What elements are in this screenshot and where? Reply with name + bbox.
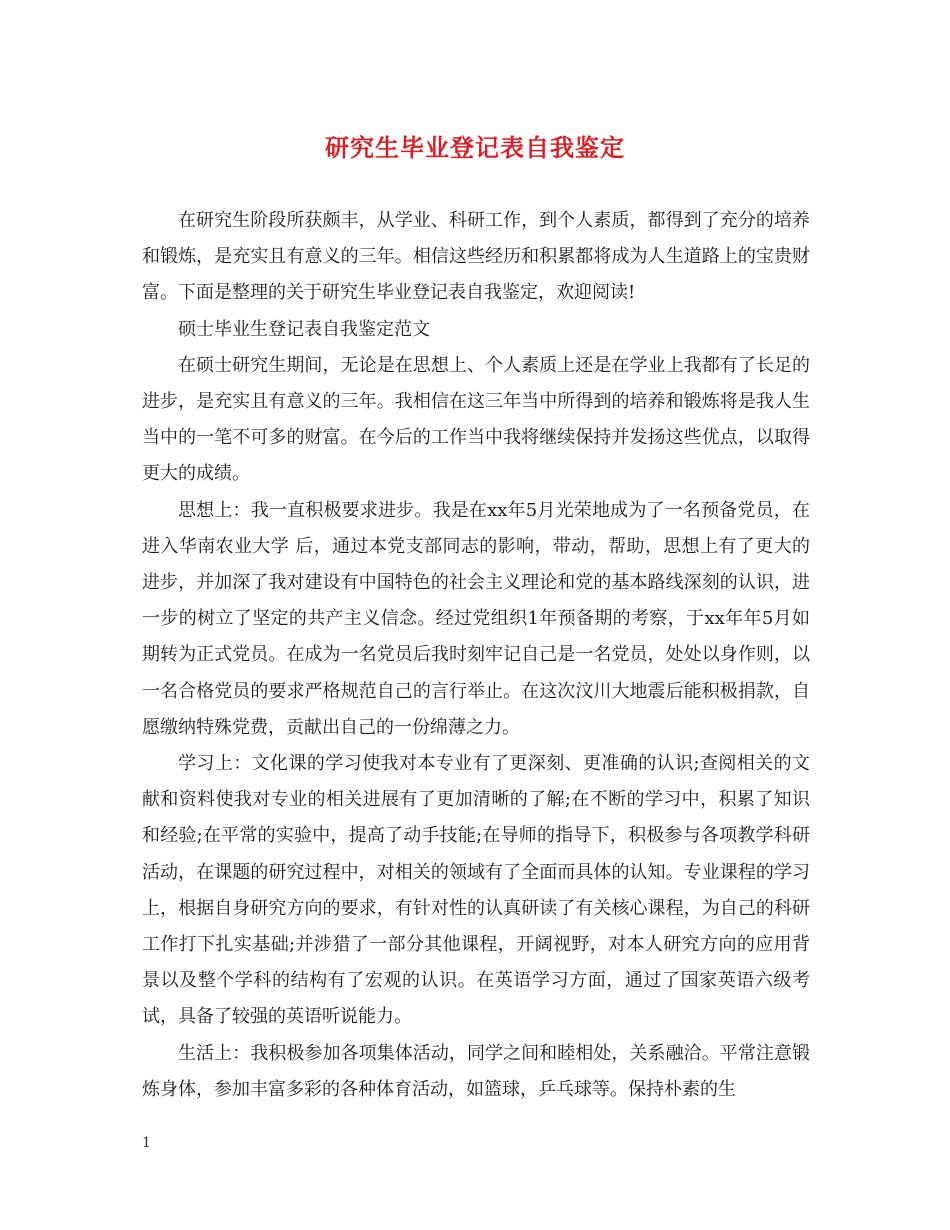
paragraph-study: 学习上：文化课的学习使我对本专业有了更深刻、更准确的认识;查阅相关的文献和资料使我对专业的相关进展有了更加清晰的了解;在不断的学习中，积累了知识和经验;在平常的实验中，提高了动手技能;在导师的指导下，积极参与各项教学科研活动，在课题的研究过程中，对相关的领域有了全面而具体的认知。专业课程的学习上，根据自身研究方向的要求，有针对性的认真研读了有关核心课程，为自己的科研工作打下扎实基础;并涉猎了一部分其他课程，开阔视野，对本人研究方向的应用背景以及整个学科的结构有了宏观的认识。在英语学习方面，通过了国家英语六级考试，具备了较强的英语听说能力。 <box>142 753 810 1028</box>
paragraph-life: 生活上：我积极参加各项集体活动，同学之间和睦相处，关系融洽。平常注意锻炼身体，参加丰富多彩的各种体育活动，如篮球，乒乓球等。保持朴素的生 <box>142 1042 810 1100</box>
document-title: 研究生毕业登记表自我鉴定 <box>325 133 625 162</box>
document-body <box>142 203 810 1108</box>
paragraph-intro: 在研究生阶段所获颇丰，从学业、科研工作，到个人素质，都得到了充分的培养和锻炼，是充实且有意义的三年。相信这些经历和积累都将成为人生道路上的宝贵财富。下面是整理的关于研究生毕业登记表自我鉴定，欢迎阅读! <box>142 210 810 304</box>
paragraph-overview: 在硕士研究生期间，无论是在思想上、个人素质上还是在学业上我都有了长足的进步，是充实且有意义的三年。我相信在这三年当中所得到的培养和锻炼将是我人生当中的一笔不可多的财富。在今后的工作当中我将继续保持并发扬这些优点，以取得更大的成绩。 <box>142 354 810 485</box>
page-number: 1 <box>142 1135 151 1151</box>
paragraph-subheading: 硕士毕业生登记表自我鉴定范文 <box>178 318 430 340</box>
paragraph-thought: 思想上：我一直积极要求进步。我是在xx年5月光荣地成为了一名预备党员，在进入华南农业大学 后，通过本党支部同志的影响，带动，帮助，思想上有了更大的进步，并加深了我对建设有中国特色的社会主义理论和党的基本路线深刻的认识，进一步的树立了坚定的共产主义信念。经过党组织1年预备期的考察，于xx年年5月如期转为正式党员。在成为一名党员后我时刻牢记自己是一名党员，处处以身作则，以一名合格党员的要求严格规范自己的言行举止。在这次汶川大地震后能积极捐款，自愿缴纳特殊党费，贡献出自己的一份绵薄之力。 <box>142 499 810 738</box>
